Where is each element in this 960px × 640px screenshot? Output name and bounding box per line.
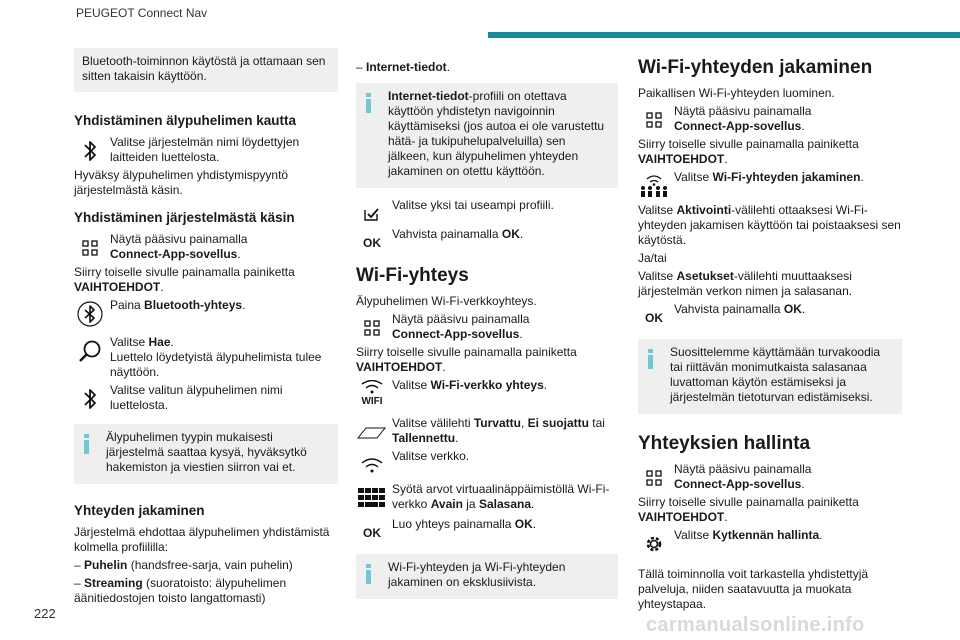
tab-icon [356,416,388,448]
step: Syötä arvot virtuaalinäppäimistöllä Wi-Fi-verkko Avain ja Salasana. [356,482,618,514]
continued-note: Bluetooth-toiminnon käytöstä ja ottamaan sen sitten takaisin käyttöön. [74,48,338,92]
column-2: – Internet-tiedot. Internet-tiedot-profiili on otettava käyttöön yhdistetyn navigoinnin käyttämiseksi (jos autoa ei ole varustettu hätä- ja tukipuhelupalveluilla) sen jälkeen, kun älypuhelimen yhteyden jakaminen on otettu käyttöön. Valitse yksi tai useampi profiili. OK Vahvista painamalla OK. Wi-Fi-yhteys Älypuhelimen Wi-Fi-verkkoyhteys. Näytä pääsivu painamalla Connect-App-sovellus. Siirry toiselle sivulle painamalla painiketta VAIHTOEHDOT. WIFI Valitse Wi-Fi-verkko yhteys. Valitse välilehti Turvattu, Ei suojattu tai Tallennettu. Valitse verkko. Syötä arvot virtuaalinäppäimistöllä Wi-Fi-verkko Avain ja Salasana. OK Luo yhteys painamalla OK. Wi-Fi-yhteyden ja Wi-Fi-yhteyden jakaminen on eksklusiivista. [356,60,618,609]
info-note: Wi-Fi-yhteyden ja Wi-Fi-yhteyden jakaminen on eksklusiivista. [356,554,618,599]
checkbox-icon [356,198,388,230]
keyboard-icon [356,482,388,514]
app-grid-icon [74,232,106,264]
step: OK Luo yhteys painamalla OK. [356,517,618,543]
step: Valitse yksi tai useampi profiili. [356,198,618,224]
info-note: Internet-tiedot-profiili on otettava käyttöön yhdistetyn navigoinnin käyttämiseksi (jos autoa ei ole varustettu hätä- ja tukipuhelupalveluilla) sen jälkeen, kun älypuhelimen yhteyden jakaminen on otettu käyttöön. [356,83,618,188]
wifi-icon [356,449,388,481]
step: Valitse välilehti Turvattu, Ei suojattu tai Tallennettu. [356,416,618,446]
section-title: Wi-Fi-yhteyden jakaminen [638,57,873,78]
page-number: 222 [34,606,56,621]
step: Näytä pääsivu painamalla Connect-App-sovellus. [356,312,618,342]
search-icon [74,335,106,367]
bluetooth-icon [74,383,106,415]
wifi-share-icon [638,170,670,202]
header-accent-bar [488,32,960,38]
step: Valitse verkko. [356,449,618,479]
running-header: PEUGEOT Connect Nav [76,6,208,20]
app-grid-icon [638,104,670,136]
step: Näytä pääsivu painamalla Connect-App-sovellus. [638,104,902,134]
step: Valitse järjestelmän nimi löydettyjen laitteiden luettelosta. [74,135,338,165]
watermark: carmanualsonline.info [646,614,865,636]
section-title: Wi-Fi-yhteys [356,265,469,286]
ok-icon: OK [645,310,663,325]
step: Valitse Hae. Luettelo löydetyistä älypuhelimista tulee näyttöön. [74,335,338,380]
step: Näytä pääsivu painamalla Connect-App-sovellus. [638,462,902,492]
ok-icon: OK [363,235,381,250]
step: Näytä pääsivu painamalla Connect-App-sovellus. [74,232,338,262]
bluetooth-icon [74,135,106,167]
gear-icon [638,528,670,560]
step: Valitse valitun älypuhelimen nimi luettelosta. [74,383,338,413]
app-grid-icon [356,312,388,344]
ok-icon: OK [363,525,381,540]
info-icon [366,93,371,113]
wifi-icon: WIFI [356,378,388,410]
app-grid-icon [638,462,670,494]
info-icon [84,434,89,454]
column-1: Bluetooth-toiminnon käytöstä ja ottamaan sen sitten takaisin käyttöön. Yhdistäminen älypuhelimen kautta Valitse järjestelmän nimi löydettyjen laitteiden luettelosta. Hyväksy älypuhelimen yhdistymispyyntö järjestelmästä käsin. Yhdistäminen järjestelmästä käsin Näytä pääsivu painamalla Connect-App-sovellus. Siirry toiselle sivulle painamalla painiketta VAIHTOEHDOT. Paina Bluetooth-yhteys. Valitse Hae. Luettelo löydetyistä älypuhelimista tulee näyttöön. Valitse valitun älypuhelimen nimi luettelosta. Älypuhelimen tyypin mukaisesti järjestelmä saattaa kysyä, hyväksytkö hakemiston ja viestien siirron vai et. Yhteyden jakaminen Järjestelmä ehdottaa älypuhelimen yhdistämistä kolmella profiililla: – Puhelin (handsfree-sarja, vain puhelin) – Streaming (suoratoisto: älypuhelimen äänitiedostojen toisto langattomasti) [74,48,338,609]
info-note: Suosittelemme käyttämään turvakoodia tai riittävän monimutkaista salasanaa luvattoman käytön estämiseksi ja järjestelmän tietoturvan edistämiseksi. [638,339,902,414]
section-title: Yhdistäminen järjestelmästä käsin [74,210,295,225]
step: WIFI Valitse Wi-Fi-verkko yhteys. [356,378,618,410]
step: Valitse Kytkennän hallinta. [638,528,902,556]
info-icon [648,349,653,369]
step: Paina Bluetooth-yhteys. [74,298,338,332]
info-icon [366,564,371,584]
step: OK Vahvista painamalla OK. [356,227,618,253]
section-title: Yhteyksien hallinta [638,433,811,454]
step: OK Vahvista painamalla OK. [638,302,902,328]
bluetooth-circle-icon [74,298,106,330]
info-note: Älypuhelimen tyypin mukaisesti järjestelmä saattaa kysyä, hyväksytkö hakemiston ja viestien siirron vai et. [74,424,338,484]
section-title: Yhteyden jakaminen [74,503,205,518]
column-3: Wi-Fi-yhteyden jakaminen Paikallisen Wi-Fi-yhteyden luominen. Näytä pääsivu painamalla Connect-App-sovellus. Siirry toiselle sivulle painamalla painiketta VAIHTOEHDOT. Valitse Wi-Fi-yhteyden jakaminen. Valitse Aktivointi-välilehti ottaaksesi Wi-Fi-yhteyden jakamisen käyttöön tai poistaaksesi sen käytöstä. Ja/tai Valitse Asetukset-välilehti muuttaaksesi järjestelmän verkon nimen ja salasanan. OK Vahvista painamalla OK. Suosittelemme käyttämään turvakoodia tai riittävän monimutkaista salasanaa luvattoman käytön estämiseksi ja järjestelmän tietoturvan edistämiseksi. Yhteyksien hallinta Näytä pääsivu painamalla Connect-App-sovellus. Siirry toiselle sivulle painamalla painiketta VAIHTOEHDOT. Valitse Kytkennän hallinta. Tällä toiminnolla voit tarkastella yhdistettyjä palveluja, niiden saatavuutta ja muokata yhteystapaa. [638,57,901,611]
section-title: Yhdistäminen älypuhelimen kautta [74,113,297,128]
step: Valitse Wi-Fi-yhteyden jakaminen. [638,170,902,200]
